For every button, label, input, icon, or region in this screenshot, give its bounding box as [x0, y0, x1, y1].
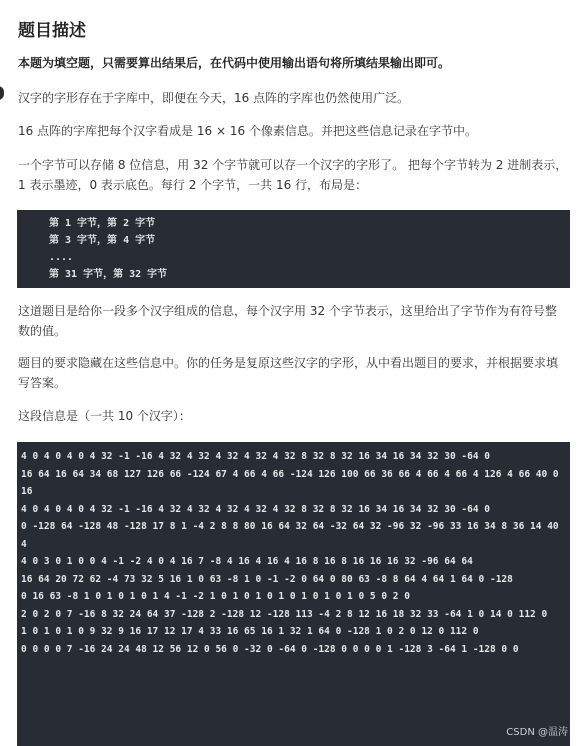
paragraph-hidden-requirement: 题目的要求隐藏在这些信息中。你的任务是复原这些汉字的字形，从中看出题目的要求，并根据要求填写答案。 — [18, 356, 559, 390]
paragraph-pixel-info: 16 点阵的字库把每个汉字看成是 16 × 16 个像素信息。并把这些信息记录在字节中。 — [18, 124, 477, 138]
data-line: 4 0 3 0 1 0 0 4 -1 -2 4 0 4 16 7 -8 4 16 4 16 4 16 8 16 8 16 16 16 32 -96 64 64 — [21, 556, 473, 567]
intro-bold-text: 本题为填空题，只需要算出结果后，在代码中使用输出语句将所填结果输出即可。 — [18, 56, 451, 70]
data-code-block — [17, 442, 570, 746]
data-line: 16 64 20 72 62 -4 73 32 5 16 1 0 63 -8 1 0 -1 -2 0 64 0 80 63 -8 8 64 4 64 1 64 0 -128 — [21, 573, 513, 585]
data-line: 4 0 4 0 4 0 4 32 -1 -16 4 32 4 32 4 32 4 32 4 32 8 32 8 32 16 34 16 34 32 30 -64 0 — [21, 451, 490, 462]
paragraph-task-description: 这道题目是给你一段多个汉字组成的信息，每个汉字用 32 个字节表示，这里给出了字节作为有符号整数的值。 — [18, 304, 557, 338]
left-edge-marker — [0, 86, 4, 100]
data-line: 2 0 2 0 7 -16 8 32 24 64 37 -128 2 -128 12 -128 113 -4 2 8 12 16 18 32 33 -64 1 0 14 0 112 0 — [21, 608, 548, 620]
data-line: 0 0 0 0 7 -16 24 24 48 12 56 12 0 56 0 -32 0 -64 0 -128 0 0 0 0 1 -128 3 -64 1 -128 0 0 — [21, 643, 519, 655]
layout-code-line: 第 1 字节，第 2 字节 — [49, 218, 156, 229]
paragraph-byte-layout: 一个字节可以存储 8 位信息，用 32 个字节就可以存一个汉字的字形了。 把每个字节转为 2 进制表示，1 表示墨迹，0 表示底色。每行 2 个字节，一共 16 行，布局是： — [18, 158, 568, 192]
layout-code-line: 第 31 字节，第 32 字节 — [49, 269, 168, 280]
layout-code-line: 第 3 字节，第 4 字节 — [49, 235, 156, 246]
data-line: 1 0 1 0 1 0 9 32 9 16 17 12 17 4 33 16 65 16 1 32 1 64 0 -128 1 0 2 0 12 0 112 0 — [21, 626, 479, 637]
paragraph-data-intro: 这段信息是（一共 10 个汉字）： — [18, 409, 191, 423]
data-line: 4 0 4 0 4 0 4 32 -1 -16 4 32 4 32 4 32 4 32 4 32 8 32 8 32 16 34 16 34 32 30 -64 0 — [21, 503, 490, 515]
data-line: 0 16 63 -8 1 0 1 0 1 0 1 4 -1 -2 1 0 1 0 1 0 1 0 1 0 1 0 1 0 5 0 2 0 — [21, 591, 410, 602]
data-line: 16 64 16 64 34 68 127 126 66 -124 67 4 66 4 66 -124 126 100 66 36 66 4 66 4 66 4 126 4 66 40 0 16 — [21, 468, 565, 497]
page-title: 题目描述 — [18, 21, 86, 41]
layout-code-line: .... — [49, 252, 74, 263]
layout-code-block — [17, 210, 570, 288]
paragraph-font-library: 汉字的字形存在于字库中，即便在今天，16 点阵的字库也仍然使用广泛。 — [18, 91, 410, 105]
data-line: 0 -128 64 -128 48 -128 17 8 1 -4 2 8 8 80 16 64 32 64 -32 64 32 -96 32 -96 33 16 34 8 36 14 40 4 — [21, 521, 565, 550]
watermark: CSDN @温涛 — [506, 727, 568, 738]
